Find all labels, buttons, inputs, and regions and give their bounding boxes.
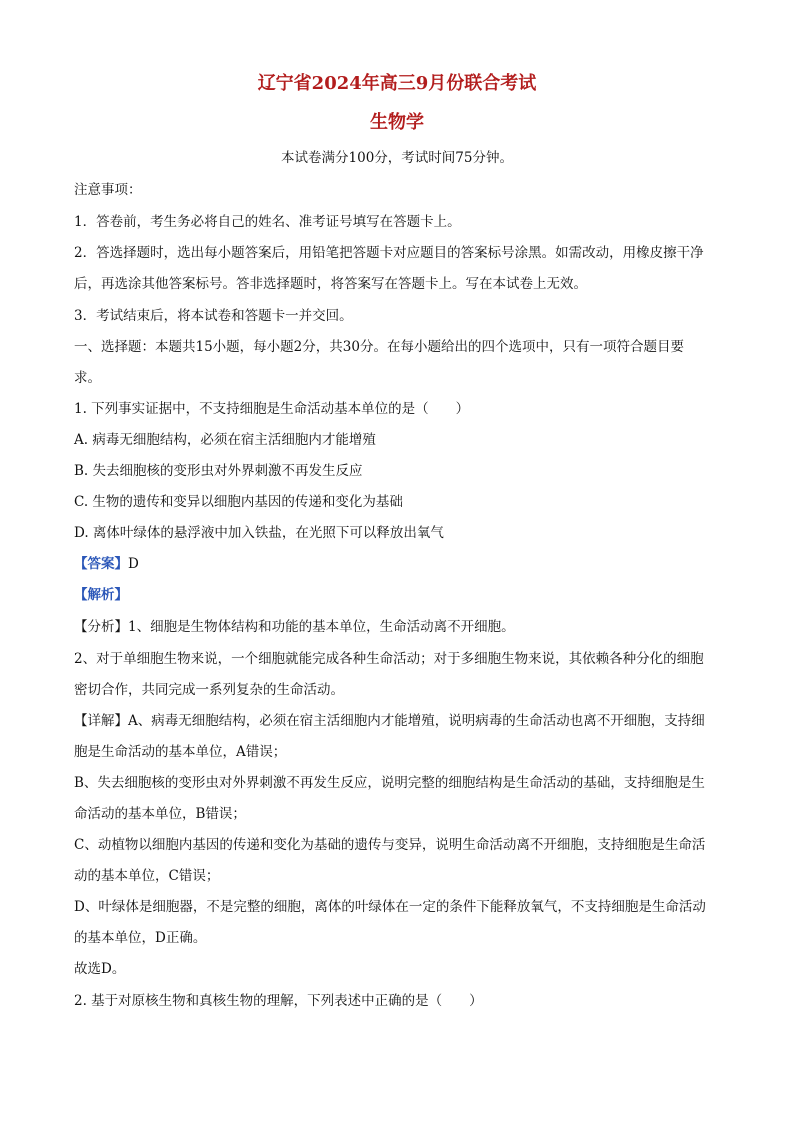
page-title: 辽宁省2024年高三9月份联合考试 bbox=[257, 73, 537, 94]
exam-info: 本试卷满分100分，考试时间75分钟。 bbox=[281, 150, 513, 166]
fenxi-line-3: 密切合作，共同完成一系列复杂的生命活动。 bbox=[74, 682, 344, 698]
question-1-option-a: A. 病毒无细胞结构，必须在宿主活细胞内才能增殖 bbox=[74, 432, 376, 448]
note-item-2-line-2: 后，再选涂其他答案标号。答非选择题时，将答案写在答题卡上。写在本试卷上无效。 bbox=[74, 276, 587, 292]
subject-title: 生物学 bbox=[370, 112, 424, 133]
fenxi-line-2: 2、对于单细胞生物来说，一个细胞就能完成各种生命活动；对于多细胞生物来说，其依赖各种分化的细胞 bbox=[74, 651, 704, 667]
section-heading-line-1: 一、选择题：本题共15小题，每小题2分，共30分。在每小题给出的四个选项中，只有一项符合题目要 bbox=[74, 339, 684, 355]
fenxi-tag: 【分析】 bbox=[74, 619, 128, 635]
detail-a-line-2: 胞是生命活动的基本单位，A错误； bbox=[74, 744, 287, 760]
question-1-option-b: B. 失去细胞核的变形虫对外界刺激不再发生反应 bbox=[74, 463, 363, 479]
notes-heading: 注意事项： bbox=[74, 182, 142, 198]
note-item-1: 1．答卷前，考生务必将自己的姓名、准考证号填写在答题卡上。 bbox=[74, 214, 461, 230]
detail-c-line-2: 动的基本单位，C错误； bbox=[74, 868, 220, 884]
detail-c-line-1: C、动植物以细胞内基因的传递和变化为基础的遗传与变异，说明生命活动离不开细胞，支持细胞是生命活 bbox=[74, 837, 706, 853]
detail-a-line-1 bbox=[74, 711, 724, 731]
detail-b-line-2: 命活动的基本单位，B错误； bbox=[74, 806, 246, 822]
answer-tag: 【答案】 bbox=[74, 556, 128, 572]
conclusion: 故选D。 bbox=[74, 961, 126, 977]
question-2-stem: 2. 基于对原核生物和真核生物的理解，下列表述中正确的是（ ） bbox=[74, 993, 483, 1009]
note-item-2-line-1: 2．答选择题时，选出每小题答案后，用铅笔把答题卡对应题目的答案标号涂黑。如需改动，用橡皮擦干净 bbox=[74, 245, 704, 261]
question-1-option-d: D. 离体叶绿体的悬浮液中加入铁盐，在光照下可以释放出氧气 bbox=[74, 525, 444, 541]
detail-a-text-1: A、病毒无细胞结构，必须在宿主活细胞内才能增殖，说明病毒的生命活动也离不开细胞，支持细 bbox=[128, 713, 705, 729]
section-heading-line-2: 求。 bbox=[74, 370, 101, 386]
fenxi-text-1: 1、细胞是生物体结构和功能的基本单位，生命活动离不开细胞。 bbox=[128, 619, 515, 635]
fenxi-line-1 bbox=[74, 617, 724, 637]
question-1-stem: 1. 下列事实证据中，不支持细胞是生命活动基本单位的是（ ） bbox=[74, 401, 470, 417]
detail-d-line-2: 的基本单位，D正确。 bbox=[74, 930, 207, 946]
question-1-option-c: C. 生物的遗传和变异以细胞内基因的传递和变化为基础 bbox=[74, 494, 403, 510]
detail-tag: 【详解】 bbox=[74, 713, 128, 729]
detail-d-line-1: D、叶绿体是细胞器，不是完整的细胞，离体的叶绿体在一定的条件下能释放氧气，不支持细胞是生命活动 bbox=[74, 899, 706, 915]
answer-value: D bbox=[128, 556, 139, 572]
detail-b-line-1: B、失去细胞核的变形虫对外界刺激不再发生反应，说明完整的细胞结构是生命活动的基础，支持细胞是生 bbox=[74, 775, 705, 791]
note-item-3: 3．考试结束后，将本试卷和答题卡一并交回。 bbox=[74, 308, 353, 324]
analysis-tag: 【解析】 bbox=[74, 587, 128, 603]
answer-line bbox=[74, 554, 724, 574]
analysis-line bbox=[74, 585, 724, 605]
